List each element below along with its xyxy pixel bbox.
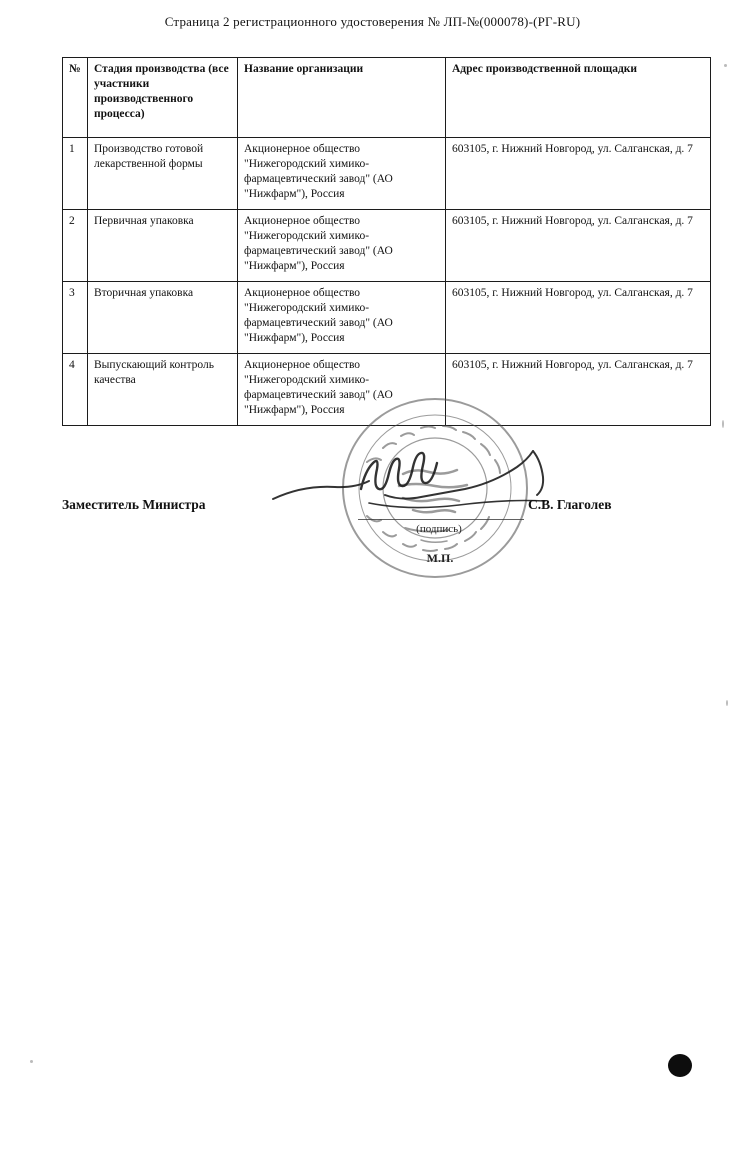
cell-address: 603105, г. Нижний Новгород, ул. Салганская, д. 7 (446, 138, 711, 210)
cell-stage: Вторичная упаковка (88, 282, 238, 354)
cell-organization: Акционерное общество "Нижегородский химико-фармацевтический завод" (АО "Нижфарм"), Россия (238, 138, 446, 210)
col-header-number: № (63, 58, 88, 138)
table-row (63, 138, 711, 210)
signature-line (358, 519, 524, 520)
cell-address: 603105, г. Нижний Новгород, ул. Салганская, д. 7 (446, 210, 711, 282)
signature-caption: (подпись) (416, 523, 462, 535)
scan-speck (726, 700, 728, 706)
signature-scribble (265, 425, 565, 525)
signatory-title: Заместитель Министра (62, 497, 206, 512)
col-header-address: Адрес производственной площадки (446, 58, 711, 138)
table-row (63, 210, 711, 282)
scan-speck (724, 64, 727, 67)
cell-organization: Акционерное общество "Нижегородский химико-фармацевтический завод" (АО "Нижфарм"), Россия (238, 210, 446, 282)
stamp-place-label: М.П. (426, 551, 454, 565)
col-header-organization: Название организации (238, 58, 446, 138)
cell-number: 4 (63, 354, 88, 426)
cell-stage: Выпускающий контроль качества (88, 354, 238, 426)
cell-number: 2 (63, 210, 88, 282)
scan-speck (30, 1060, 33, 1063)
page-title: Страница 2 регистрационного удостоверения № ЛП-№(000078)-(РГ-RU) (164, 14, 581, 29)
cell-address: 603105, г. Нижний Новгород, ул. Салганская, д. 7 (446, 354, 711, 426)
cell-organization: Акционерное общество "Нижегородский химико-фармацевтический завод" (АО "Нижфарм"), Россия (238, 282, 446, 354)
cell-number: 3 (63, 282, 88, 354)
production-table (62, 57, 711, 426)
table-header-row (63, 58, 711, 138)
cell-stage: Первичная упаковка (88, 210, 238, 282)
table-row (63, 354, 711, 426)
col-header-stage: Стадия производства (все участники производственного процесса) (88, 58, 238, 138)
punch-hole-dot (668, 1054, 692, 1077)
scan-speck (722, 420, 724, 428)
cell-address: 603105, г. Нижний Новгород, ул. Салганская, д. 7 (446, 282, 711, 354)
cell-organization: Акционерное общество "Нижегородский химико-фармацевтический завод" (АО "Нижфарм"), Россия (238, 354, 446, 426)
cell-number: 1 (63, 138, 88, 210)
signatory-name: С.В. Глаголев (528, 497, 612, 512)
cell-stage: Производство готовой лекарственной формы (88, 138, 238, 210)
table-row (63, 282, 711, 354)
